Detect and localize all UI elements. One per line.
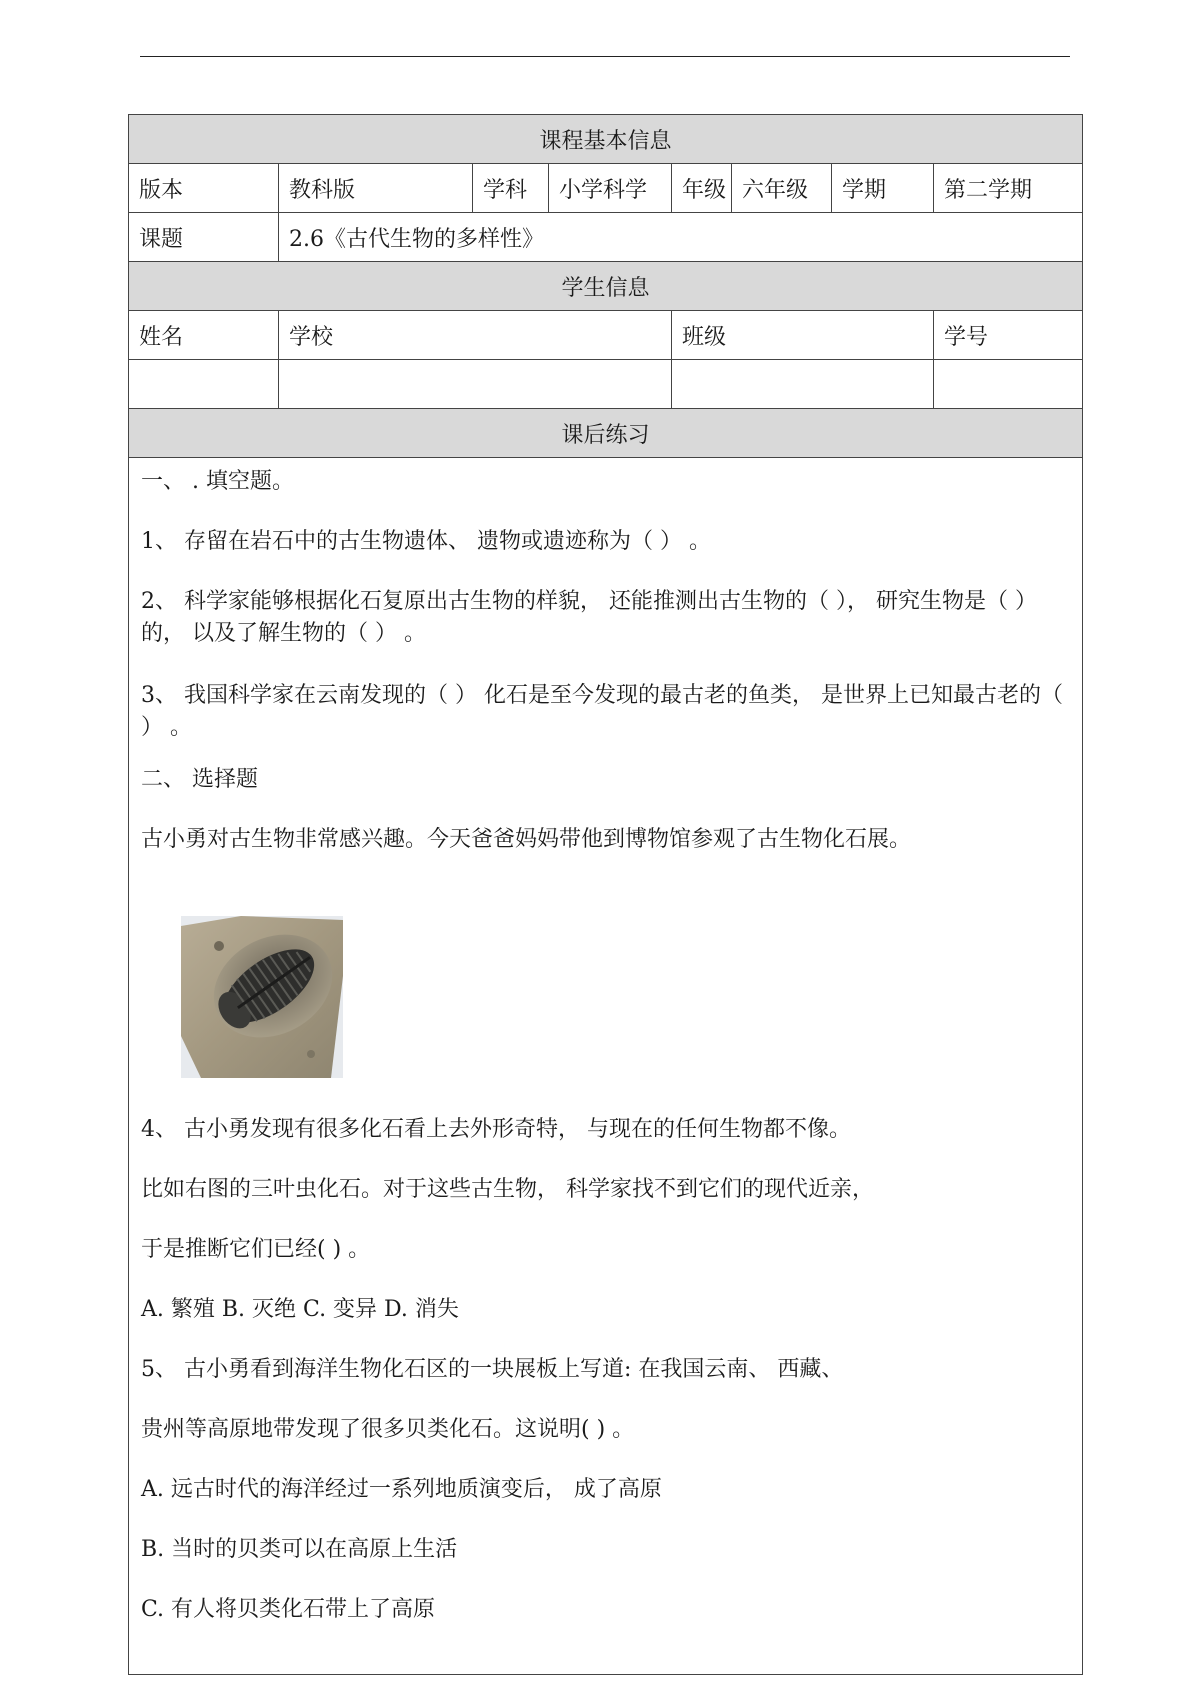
- part1-heading: 一、 . 填空题。: [141, 469, 294, 494]
- question-5-option-a: A. 远古时代的海洋经过一系列地质演变后， 成了高原: [141, 1477, 662, 1502]
- grade-value: 六年级: [732, 164, 832, 213]
- school-label: 学校: [279, 311, 672, 360]
- section-student-info: 学生信息: [129, 262, 1083, 311]
- section-exercises: 课后练习: [129, 409, 1083, 458]
- term-label: 学期: [832, 164, 934, 213]
- question-5-line-1: 5、 古小勇看到海洋生物化石区的一块展板上写道: 在我国云南、 西藏、: [141, 1357, 844, 1382]
- part2-heading: 二、 选择题: [141, 767, 258, 792]
- question-4-line-2: 比如右图的三叶虫化石。对于这些古生物， 科学家找不到它们的现代近亲，: [141, 1177, 874, 1202]
- term-value: 第二学期: [934, 164, 1083, 213]
- student-id-field[interactable]: [934, 360, 1083, 409]
- question-5-option-c: C. 有人将贝类化石带上了高原: [141, 1597, 436, 1622]
- question-4-options: A. 繁殖 B. 灭绝 C. 变异 D. 消失: [141, 1297, 459, 1322]
- topic-label: 课题: [129, 213, 279, 262]
- exercises-body: [129, 458, 1083, 1675]
- subject-value: 小学科学: [549, 164, 672, 213]
- question-1: 1、 存留在岩石中的古生物遗体、 遗物或遗迹称为（ ） 。: [141, 529, 711, 554]
- question-4-line-1: 4、 古小勇发现有很多化石看上去外形奇特， 与现在的任何生物都不像。: [141, 1117, 851, 1142]
- intro-text: 古小勇对古生物非常感兴趣。今天爸爸妈妈带他到博物馆参观了古生物化石展。: [141, 827, 912, 852]
- topic-value: 2.6《古代生物的多样性》: [279, 213, 1083, 262]
- class-field[interactable]: [672, 360, 934, 409]
- question-3: 3、 我国科学家在云南发现的（ ） 化石是至今发现的最古老的鱼类， 是世界上已知最古老的（ ） 。: [141, 683, 1063, 740]
- edition-label: 版本: [129, 164, 279, 213]
- trilobite-fossil-image: [181, 916, 343, 1078]
- question-5-line-2: 贵州等高原地带发现了很多贝类化石。这说明( ) 。: [141, 1417, 635, 1442]
- grade-label: 年级: [672, 164, 732, 213]
- question-2: 2、 科学家能够根据化石复原出古生物的样貌， 还能推测出古生物的（ ）， 研究生物是（ ） 的， 以及了解生物的（ ） 。: [141, 589, 1037, 646]
- school-field[interactable]: [279, 360, 672, 409]
- question-4-line-3: 于是推断它们已经( ) 。: [141, 1237, 371, 1262]
- header-rule: [140, 56, 1070, 57]
- student-id-label: 学号: [934, 311, 1083, 360]
- edition-value: 教科版: [279, 164, 473, 213]
- class-label: 班级: [672, 311, 934, 360]
- question-5-option-b: B. 当时的贝类可以在高原上生活: [141, 1537, 458, 1562]
- worksheet-table: [128, 114, 1083, 1675]
- subject-label: 学科: [473, 164, 549, 213]
- section-course-info: 课程基本信息: [129, 115, 1083, 164]
- name-label: 姓名: [129, 311, 279, 360]
- name-field[interactable]: [129, 360, 279, 409]
